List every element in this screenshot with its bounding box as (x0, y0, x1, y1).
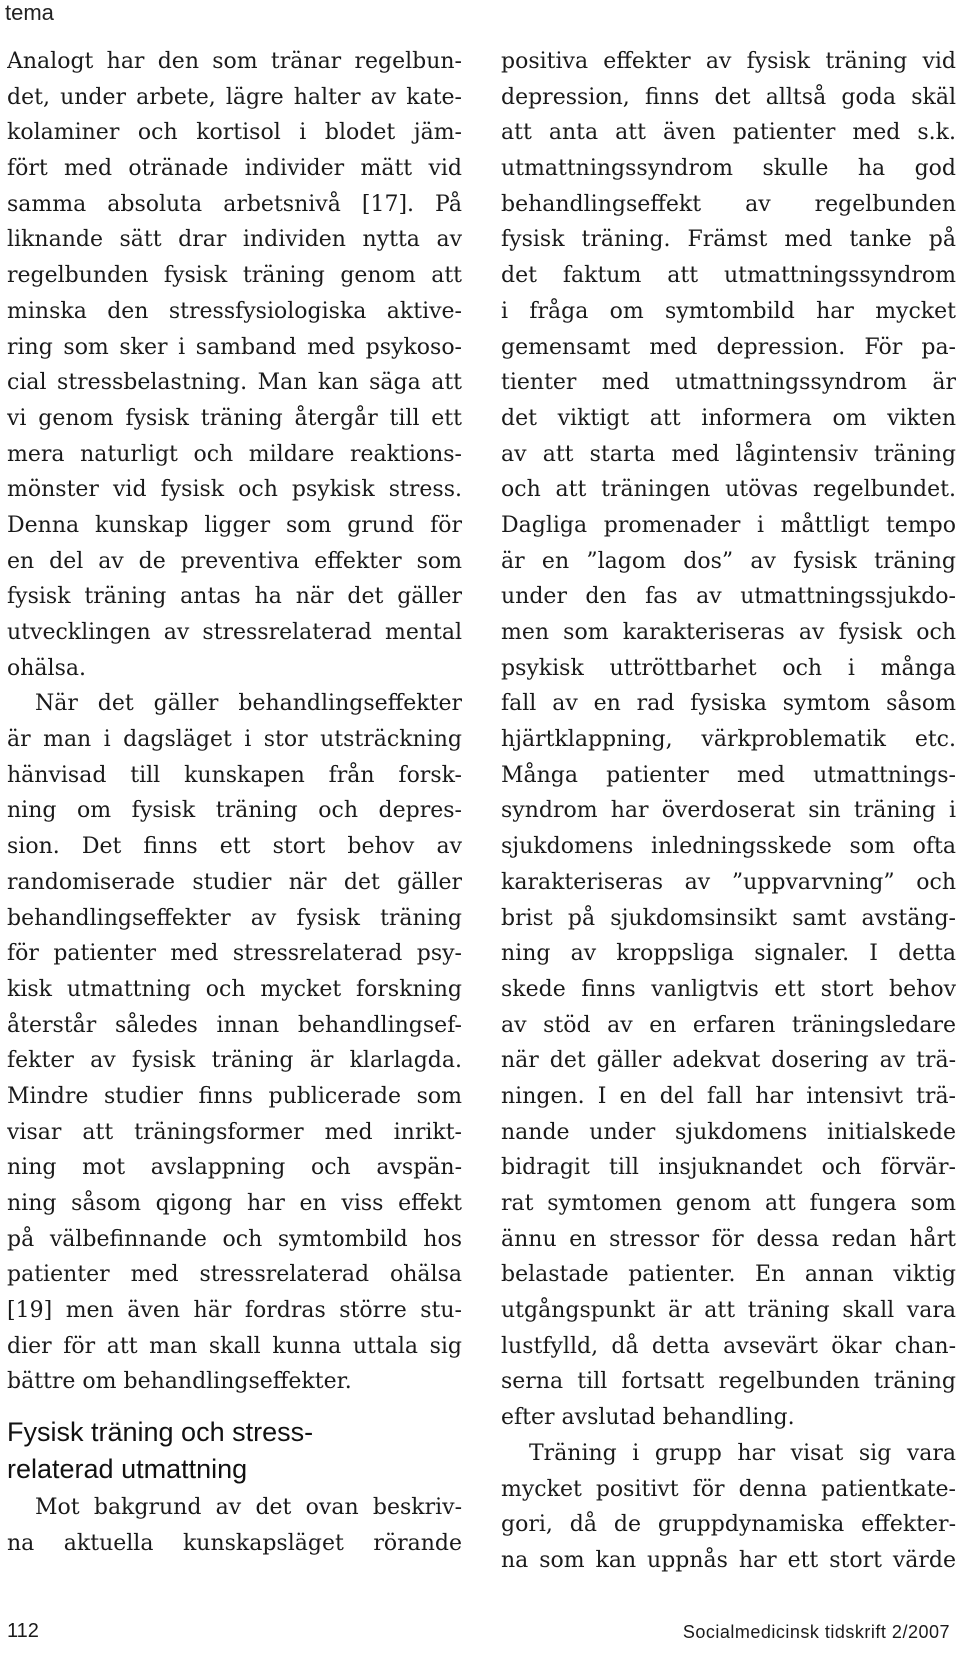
text-line: Mindre studier finns publicerade som (7, 1083, 462, 1109)
text-line: Många patienter med utmattnings- (501, 762, 956, 788)
text-line: utgångspunkt är att träning skall vara (501, 1298, 956, 1324)
text-line: är en ”lagom dos” av fysisk träning (501, 548, 956, 574)
text-line: mönster vid fysisk och psykisk stress. (7, 477, 462, 503)
text-line: för patienter med stressrelaterad psy- (7, 941, 462, 967)
right-paragraph-1 (501, 44, 956, 1436)
text-line: och att träningen utövas regelbundet. (501, 477, 956, 503)
section-tag: tema (5, 0, 54, 25)
text-line: bidragit till insjuknandet och förvär- (501, 1155, 956, 1181)
text-line: gori, då de gruppdynamiska effekter- (501, 1512, 956, 1538)
text-line: sjukdomens inledningsskede som ofta (501, 834, 956, 860)
text-line: efter avslutad behandling. (501, 1405, 795, 1431)
text-line: är man i dagsläget i stor utsträckning (7, 727, 462, 753)
text-line: på välbefinnande och symtombild hos (7, 1226, 462, 1252)
text-line: Analogt har den som tränar regelbun- (7, 49, 462, 74)
journal-footer: Socialmedicinsk tidskrift 2/2007 (682, 1622, 950, 1642)
text-line: samma absoluta arbetsnivå [17]. På (7, 191, 462, 217)
text-line: lustfylld, då detta avsevärt ökar chan- (501, 1333, 956, 1359)
text-line: na som kan uppnås har ett stort värde (501, 1547, 956, 1573)
text-line: det viktigt att informera om vikten (501, 405, 956, 431)
text-line: av stöd av en erfaren träningsledare (501, 1012, 956, 1038)
text-line: positiva effekter av fysisk träning vid (501, 49, 956, 74)
text-line: kolaminer och kortisol i blodet jäm- (7, 120, 462, 146)
text-line: under den fas av utmattningssjukdo- (501, 584, 956, 610)
text-line: återstår således innan behandlingsef- (7, 1012, 462, 1038)
text-line: en del av de preventiva effekter som (7, 548, 462, 574)
text-line: utmattningssyndrom skulle ha god (501, 156, 956, 182)
text-line: ännu en stressor för dessa redan hårt (501, 1226, 956, 1252)
text-line: ning om fysisk träning och depres- (7, 798, 462, 824)
text-line: psykisk uttröttbarhet och i många (501, 655, 956, 681)
text-line: när det gäller adekvat dosering av trä- (501, 1048, 956, 1074)
text-line: nande under sjukdomens initialskede (501, 1119, 956, 1145)
section-heading-line-1: Fysisk träning och stress- (7, 1417, 314, 1448)
page-number: 112 (7, 1620, 39, 1642)
text-line: depression, finns det alltså goda skäl (501, 84, 956, 110)
text-line: det faktum att utmattningssyndrom (501, 263, 956, 289)
text-line: [19] men även här fordras större stu- (7, 1298, 462, 1324)
text-line: cial stressbelastning. Man kan säga att (7, 370, 462, 396)
text-line: utvecklingen av stressrelaterad mental (7, 620, 462, 645)
left-column (7, 44, 462, 1562)
left-paragraph-1 (7, 44, 462, 686)
text-line: bättre om behandlingseffekter. (7, 1369, 352, 1395)
text-line: fysisk träning antas ha när det gäller (7, 584, 462, 610)
text-line: syndrom har överdoserat sin träning i (501, 798, 956, 824)
text-line: dier för att man skall kunna uttala sig (7, 1333, 462, 1359)
text-line: mycket positivt för denna patientkate- (501, 1476, 956, 1502)
text-line: visar att träningsformer med inrikt- (7, 1119, 462, 1145)
text-line: i fråga om symtombild har mycket (501, 298, 956, 324)
text-line: fysisk träning. Främst med tanke på (501, 227, 956, 253)
text-line: mera naturligt och mildare reaktions- (7, 441, 462, 467)
text-line: regelbunden fysisk träning genom att (7, 263, 462, 289)
text-line: belastade patienter. En annan viktig (501, 1262, 956, 1288)
text-line: När det gäller behandlingseffekter (35, 691, 462, 717)
text-line: tienter med utmattningssyndrom är (501, 370, 956, 396)
text-line: brist på sjukdomsinsikt samt avstäng- (501, 905, 956, 931)
text-line: na aktuella kunskapsläget rörande (7, 1530, 462, 1556)
text-line: minska den stressfysiologiska aktive- (7, 298, 462, 324)
text-line: randomiserade studier när det gäller (7, 869, 462, 895)
text-line: Denna kunskap ligger som grund för (7, 512, 462, 538)
left-paragraph-3 (7, 1490, 462, 1561)
text-line: skede finns vanligtvis ett stort behov (501, 976, 956, 1002)
text-line: ring som sker i samband med psykoso- (7, 334, 462, 360)
text-line: patienter med stressrelaterad ohälsa (7, 1262, 462, 1288)
text-line: fört med otränade individer mätt vid (7, 156, 462, 182)
text-line: gemensamt med depression. För pa- (501, 334, 956, 360)
right-column (501, 44, 956, 1579)
text-line: ningen. I en del fall har intensivt trä- (501, 1083, 956, 1109)
text-line: kisk utmattning och mycket forskning (7, 976, 462, 1002)
section-heading (7, 1414, 462, 1488)
text-line: ohälsa. (7, 655, 86, 681)
text-line: Dagliga promenader i måttligt tempo (501, 512, 956, 538)
text-line: att anta att även patienter med s.k. (501, 120, 956, 146)
text-line: men som karakteriseras av fysisk och (501, 620, 956, 645)
section-heading-line-2: relaterad utmattning (7, 1454, 248, 1485)
text-line: behandlingseffekter av fysisk träning (7, 905, 462, 931)
left-paragraph-2 (7, 686, 462, 1400)
right-paragraph-2 (501, 1436, 956, 1579)
text-line: ning mot avslappning och avspän- (7, 1155, 462, 1181)
text-line: fall av en rad fysiska symtom såsom (501, 691, 956, 717)
text-line: karakteriseras av ”uppvarvning” och (501, 869, 956, 895)
text-line: fekter av fysisk träning är klarlagda. (7, 1048, 462, 1074)
text-line: ning såsom qigong har en viss effekt (7, 1191, 462, 1216)
text-line: sion. Det finns ett stort behov av (7, 834, 462, 860)
text-line: vi genom fysisk träning återgår till ett (7, 405, 462, 431)
text-line: hjärtklappning, värkproblematik etc. (501, 727, 956, 753)
text-line: liknande sätt drar individen nytta av (7, 227, 462, 253)
text-line: Mot bakgrund av det ovan beskriv- (35, 1495, 462, 1521)
text-line: rat symtomen genom att fungera som (501, 1191, 956, 1216)
text-line: behandlingseffekt av regelbunden (501, 191, 956, 217)
text-line: det, under arbete, lägre halter av kate- (7, 84, 462, 110)
text-line: av att starta med lågintensiv träning (501, 441, 956, 467)
text-line: hänvisad till kunskapen från forsk- (7, 762, 462, 788)
text-line: Träning i grupp har visat sig vara (529, 1440, 956, 1466)
text-line: ning av kroppsliga signaler. I detta (501, 941, 956, 967)
text-line: serna till fortsatt regelbunden träning (501, 1369, 956, 1395)
